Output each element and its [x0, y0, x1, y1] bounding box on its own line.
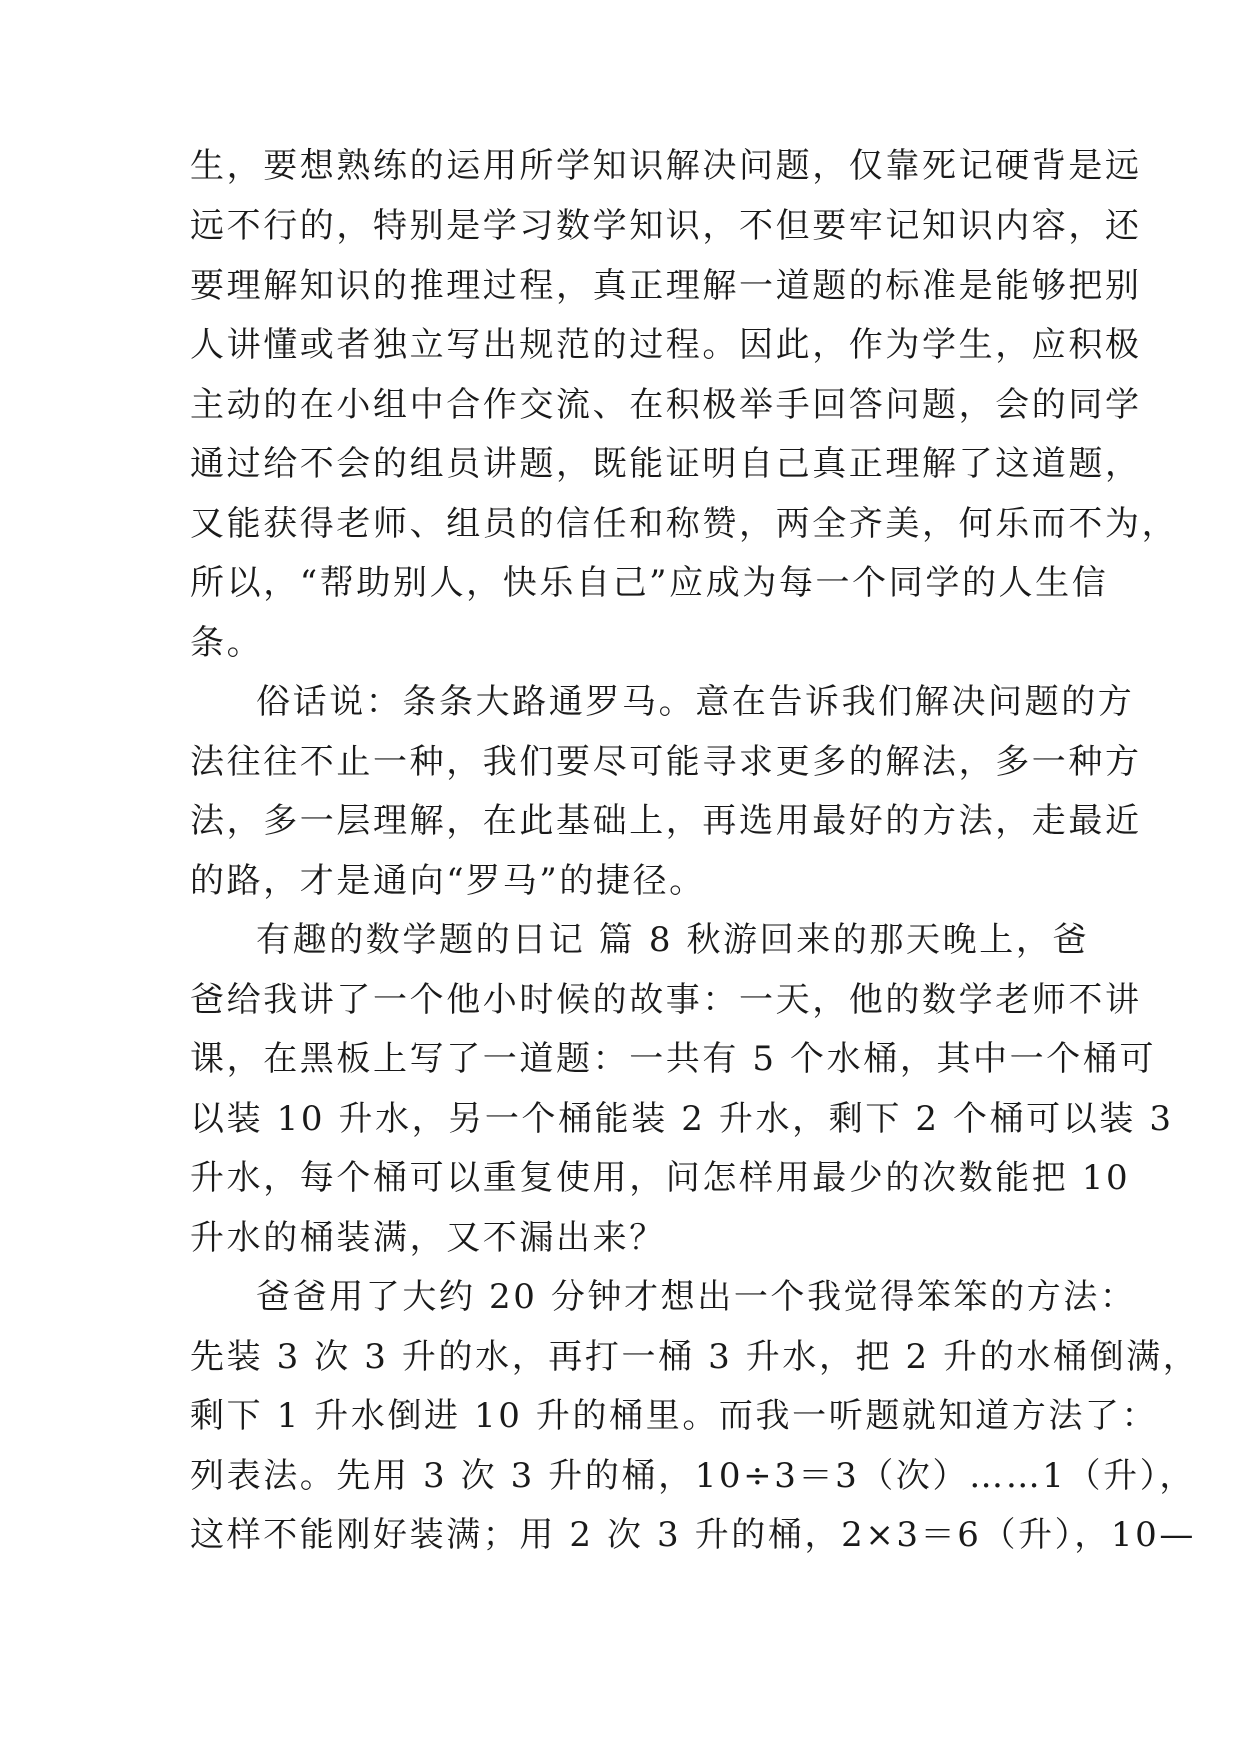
text-line: 条。: [190, 623, 264, 663]
text-line: 人讲懂或者独立写出规范的过程。因此，作为学生，应积极: [190, 325, 1142, 365]
text-line: 剩下 1 升水倒进 10 升的桶里。而我一听题就知道方法了：: [190, 1396, 1159, 1436]
text-line: 先装 3 次 3 升的水，再打一桶 3 升水，把 2 升的水桶倒满，: [190, 1337, 1200, 1377]
text-line: 要理解知识的推理过程，真正理解一道题的标准是能够把别: [190, 266, 1142, 306]
text-line: 所以，“帮助别人，快乐自己”应成为每一个同学的人生信: [190, 563, 1109, 603]
text-line: 升水的桶装满，又不漏出来？: [190, 1218, 666, 1258]
text-line: 以装 10 升水，另一个桶能装 2 升水，剩下 2 个桶可以装 3: [190, 1099, 1174, 1139]
text-line: 的路，才是通向“罗马”的捷径。: [190, 861, 706, 901]
text-line: 课，在黑板上写了一道题：一共有 5 个水桶，其中一个桶可: [190, 1039, 1157, 1079]
text-line: 这样不能刚好装满；用 2 次 3 升的桶，2×3＝6（升），10—: [190, 1515, 1196, 1555]
text-line: 主动的在小组中合作交流、在积极举手回答问题，会的同学: [190, 385, 1142, 425]
text-line: 远不行的，特别是学习数学知识，不但要牢记知识内容，还: [190, 206, 1142, 246]
paragraph-start-line: 俗话说：条条大路通罗马。意在告诉我们解决问题的方: [256, 682, 1135, 722]
paragraph-start-line: 爸爸用了大约 20 分钟才想出一个我觉得笨笨的方法：: [256, 1277, 1137, 1317]
text-line: 又能获得老师、组员的信任和称赞，两全齐美，何乐而不为，: [190, 504, 1179, 544]
text-line: 通过给不会的组员讲题，既能证明自己真正理解了这道题，: [190, 444, 1142, 484]
text-line: 升水，每个桶可以重复使用，问怎样用最少的次数能把 10: [190, 1158, 1131, 1198]
text-line: 爸给我讲了一个他小时候的故事：一天，他的数学老师不讲: [190, 980, 1142, 1020]
text-line: 法往往不止一种，我们要尽可能寻求更多的解法，多一种方: [190, 742, 1142, 782]
text-line: 生，要想熟练的运用所学知识解决问题，仅靠死记硬背是远: [190, 146, 1142, 186]
text-line: 法，多一层理解，在此基础上，再选用最好的方法，走最近: [190, 801, 1142, 841]
paragraph-start-line: 有趣的数学题的日记 篇 8 秋游回来的那天晚上，爸: [256, 920, 1090, 960]
text-line: 列表法。先用 3 次 3 升的桶，10÷3＝3（次）……1（升），: [190, 1456, 1196, 1496]
